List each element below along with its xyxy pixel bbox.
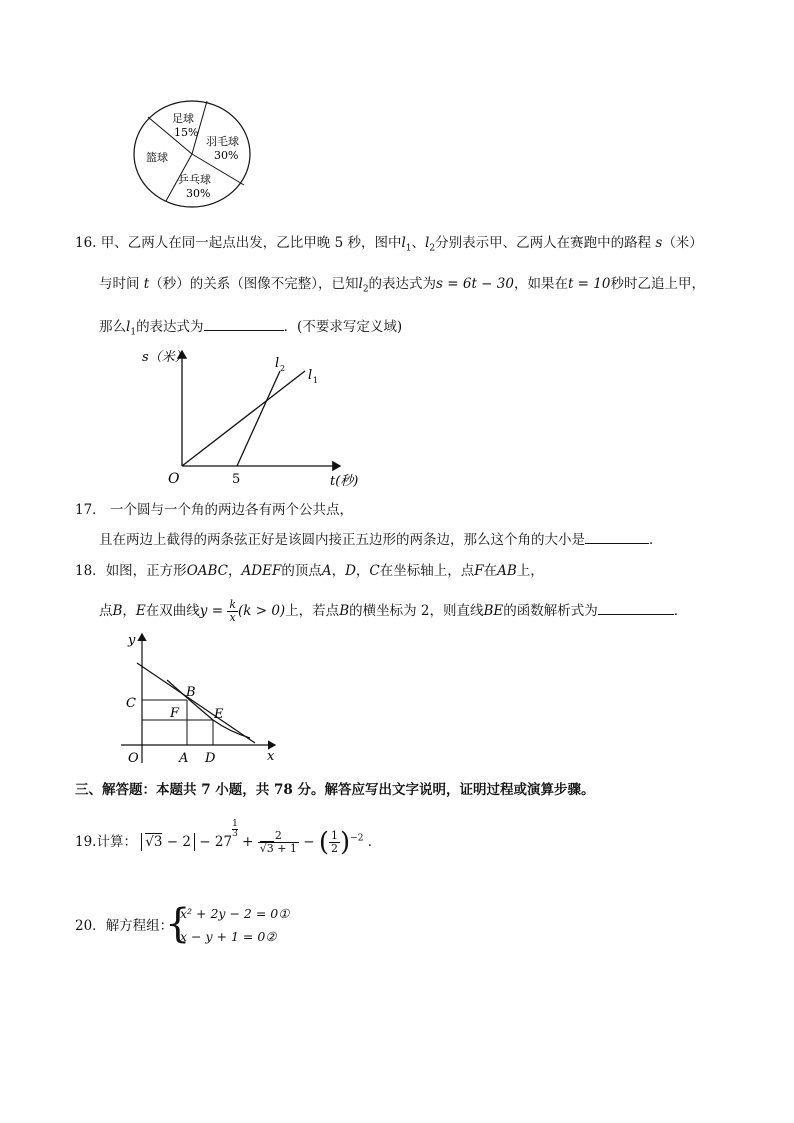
q19-frac-num: 2	[258, 830, 299, 843]
pie-label-badminton: 羽毛球	[206, 135, 239, 148]
q19-fraction	[258, 830, 299, 855]
q18-graph-f: F	[170, 706, 180, 721]
q16-answer-blank[interactable]	[204, 316, 284, 331]
q16-number: 16.	[75, 235, 97, 251]
q18-graph-b: B	[186, 685, 196, 700]
q16-text-1b: 分别表示甲、乙两人在赛跑中的路程	[435, 235, 652, 251]
q16-text-2c: 的表达式为	[368, 276, 437, 292]
q16-graph-l2-label: l	[275, 356, 280, 371]
q17-line1	[75, 500, 353, 520]
q19-half-num: 1	[331, 829, 338, 842]
q16-l2-ref: l	[358, 276, 363, 292]
q16-l2-ref-sub: 2	[362, 284, 369, 295]
pie-chart	[130, 97, 255, 212]
q19-plus: +	[242, 834, 254, 850]
q18-graph-c: C	[126, 696, 136, 711]
q19-label: 计算：	[96, 834, 137, 850]
section3-title: 三、解答题：本题共 7 小题，共 78 分。解答应写出文字说明，证明过程或演算步骤。	[75, 782, 595, 798]
q19-number: 19.	[75, 834, 97, 850]
q19-abs-value	[141, 833, 195, 851]
pie-pct-badminton: 30%	[214, 149, 239, 162]
q16-graph	[130, 343, 380, 488]
q18-line2: 点B，E在双曲线y = $\frac{k}{x}$ (k > 0)上，若点B的横坐标为 2，则直线BE的函数解析式为 ．	[99, 598, 688, 624]
pie-pct-football: 15%	[174, 126, 199, 139]
q16-graph-l1-label: l	[308, 368, 313, 383]
q19-exponent	[232, 820, 238, 839]
q18-b-ref: B	[339, 603, 350, 619]
q19-frac-den: √3 + 1	[259, 842, 297, 855]
q19-exp-den: 3	[232, 829, 238, 839]
q16-graph-l1-sub: 1	[313, 376, 319, 385]
q17-text-1: 一个圆与一个角的两边各有两个公共点，	[109, 502, 353, 518]
q18-text-1d: 在坐标轴上，点	[379, 563, 475, 579]
q16-line1	[75, 233, 703, 259]
q18-text-1e: 在	[483, 563, 498, 579]
q16-graph-tick-5: 5	[232, 472, 241, 487]
q20-number: 20．	[75, 918, 106, 934]
q18-b: B	[112, 603, 123, 619]
q18-frac-x: x	[229, 611, 236, 624]
q17-line2	[99, 529, 663, 550]
q19-half-den: 2	[331, 842, 338, 855]
pie-label-football: 足球	[172, 112, 194, 125]
q18-graph-o: O	[128, 751, 139, 766]
q19-minus27: − 27	[199, 834, 233, 850]
pie-pct-pingpong: 30%	[186, 187, 211, 200]
q16-text-3a: 那么	[99, 319, 126, 335]
q18-line-be	[137, 663, 255, 743]
q18-cond: (k > 0)	[237, 603, 286, 619]
q16-text-1: 甲、乙两人在同一起点出发，乙比甲晚 5 秒，图中	[100, 235, 402, 251]
q20-label: 解方程组：	[105, 918, 174, 934]
q18-graph-e: E	[214, 707, 224, 722]
q16-l1-ref-sub: 1	[130, 327, 137, 338]
q17-number: 17．	[75, 502, 106, 518]
pie-label-pingpong: 乒乓球	[178, 173, 211, 186]
q19-frac-den-plus: + 1	[277, 842, 297, 855]
q16-l1-ref: l	[126, 319, 131, 335]
q18-oabc: OABC	[186, 563, 229, 579]
q18-hyperbola	[167, 680, 250, 738]
q16-graph-x-label: t(秒)	[330, 474, 359, 488]
q16-sep: 、	[411, 235, 426, 251]
q19-sqrt3-val: 3	[153, 834, 163, 850]
q16-l2: l	[425, 235, 430, 251]
q19-end: ．	[367, 834, 382, 850]
q19-frac-den-sqrt: 3	[266, 842, 274, 855]
q18-answer-blank[interactable]	[598, 600, 674, 615]
q19-exp-num: 1	[232, 819, 238, 829]
q18-text-2a: 点	[99, 603, 113, 619]
q18-text-1c: 的顶点	[281, 563, 322, 579]
q18-line1: 18．如图，正方形OABC，ADEF的顶点A，D，C在坐标轴上，点F在AB上，	[75, 563, 544, 579]
q18-text-1b: ，	[228, 563, 242, 579]
q16-line2	[99, 274, 705, 300]
q17-text-2: 且在两边上截得的两条弦正好是该圆内接正五边形的两条边，那么这个角的大小是	[99, 532, 585, 548]
q16-text-2b: （秒）的关系（图像不完整），已知	[149, 276, 359, 292]
q16-l2-sub: 2	[429, 243, 436, 254]
q18-graph-y: y	[128, 633, 136, 648]
q18-c: C	[369, 563, 380, 579]
q18-frac-k: k	[229, 598, 236, 611]
q18-adef: ADEF	[241, 563, 282, 579]
q19-neg2: −2	[350, 833, 364, 844]
q16-text-3b: 的表达式为	[136, 319, 204, 335]
q18-ab: AB	[497, 563, 517, 579]
q16-t-var: t	[143, 276, 150, 292]
q16-line3	[99, 316, 402, 343]
q18-text-2d: 的横坐标为 2，则直线	[349, 603, 484, 619]
q18-text-2e: 的函数解析式为	[503, 603, 598, 619]
q19-minus2: − 2	[166, 834, 191, 850]
q18-graph-a: A	[179, 751, 189, 766]
q18-f: F	[474, 563, 484, 579]
q19-line: 19.计算： √3 − 2 − 27 $^{\frac{1}{3}}$ + $\frac{2}{√3 + 1}$ − ( $\frac{1}{2}$ )$^{-2}$ ．	[75, 819, 382, 858]
q17-end: ．	[649, 532, 663, 548]
q16-graph-origin: O	[168, 471, 180, 487]
q16-s-var: s	[655, 235, 663, 251]
q16-text-2e: 秒时乙追上甲，	[610, 276, 705, 292]
q18-text-1a: 如图，正方形	[105, 563, 187, 579]
q18-text-1f: 上，	[516, 563, 544, 579]
q16-text-2a: 与时间	[99, 276, 140, 292]
q18-fraction-k-over-x	[227, 599, 238, 624]
q18-graph-x: x	[267, 749, 275, 764]
q16-l1: l	[401, 235, 406, 251]
q18-text-2c: 上，若点	[285, 603, 340, 619]
q19-minus: −	[303, 834, 315, 850]
q19-half	[329, 830, 340, 855]
q18-graph-d: D	[205, 751, 216, 766]
q18-number: 18．	[75, 563, 106, 579]
q16-unit-m: （米）	[662, 235, 703, 251]
q16-graph-l2-sub: 2	[280, 364, 286, 373]
q18-be: BE	[483, 603, 504, 619]
q19-sqrt3: √3	[145, 834, 163, 850]
q16-cond: t = 10	[567, 276, 611, 292]
q16-text-3c: ．(不要求写定义域)	[283, 319, 403, 335]
q16-graph-y-label: s（米）	[142, 350, 188, 365]
q20-eq2: x − y + 1 = 0②	[180, 929, 277, 944]
q18-text-2b: 在双曲线	[145, 603, 200, 619]
q20-label-line	[75, 916, 173, 936]
q18-d: D	[345, 563, 356, 579]
q16-l1-sub: 1	[405, 243, 412, 254]
q16-text-2d: ，如果在	[513, 276, 568, 292]
q17-answer-blank[interactable]	[585, 529, 649, 544]
q18-graph	[115, 628, 285, 770]
q18-a: A	[321, 563, 332, 579]
q20-brace: {	[165, 901, 191, 947]
q16-formula: s = 6t − 30	[436, 276, 514, 292]
q20-eq1: x² + 2y − 2 = 0①	[180, 906, 290, 921]
pie-label-basketball: 篮球	[146, 151, 168, 164]
q18-end: ．	[673, 603, 688, 619]
q18-e: E	[135, 603, 146, 619]
q18-y-eq: y =	[199, 603, 224, 619]
